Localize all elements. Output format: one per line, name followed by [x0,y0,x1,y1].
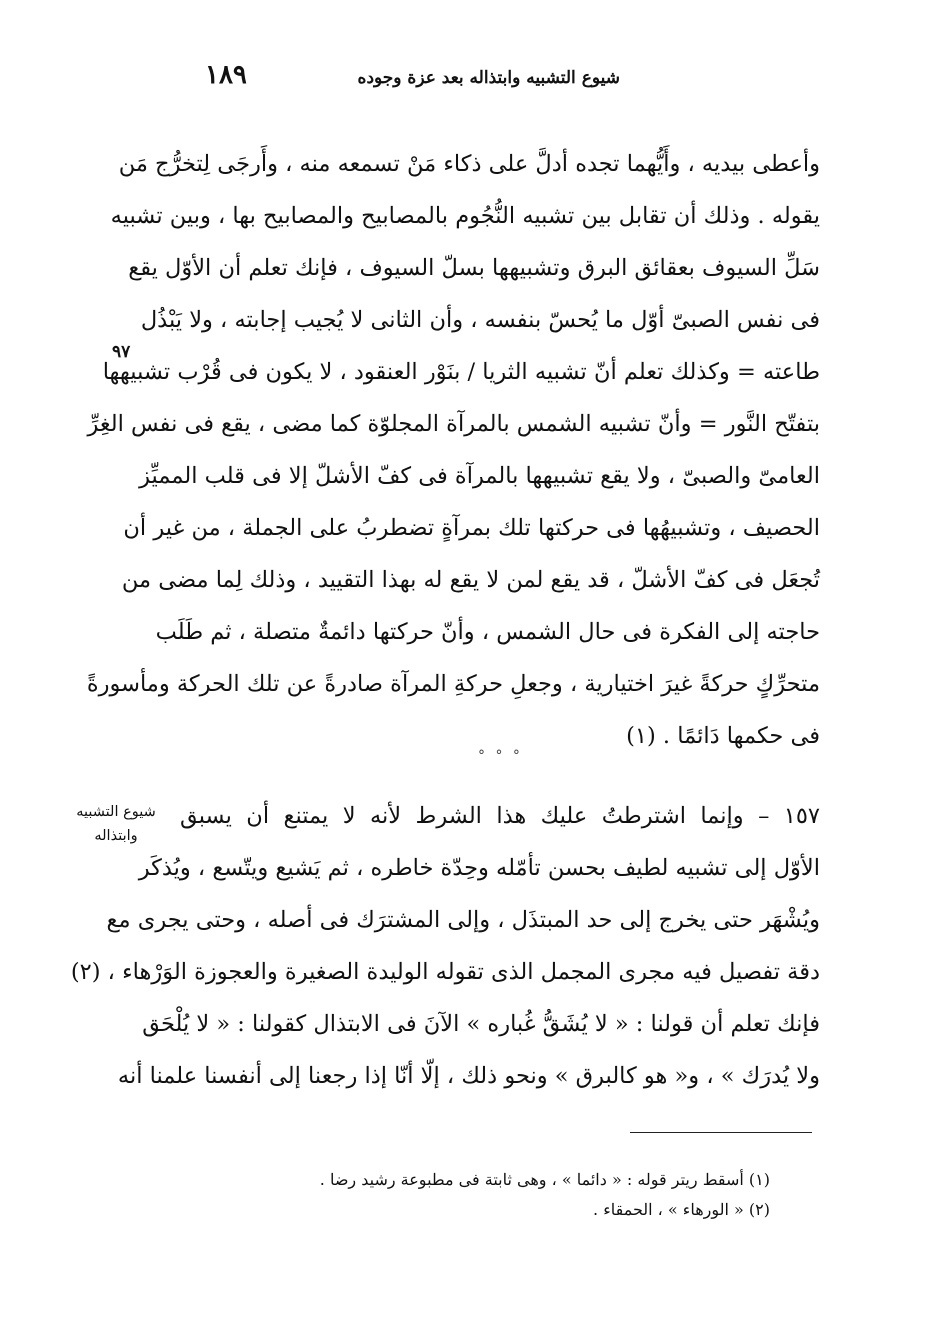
section-separator: ° ° ° [478,748,523,764]
footnote-1: (١) أسقط ريتر قوله : « دائما » ، وهى ثابتة فى مطبوعة رشيد رضا . [319,1170,770,1189]
text-line: ١٥٧ – وإنما اشترطتُ عليك هذا الشرط لأنه لا يمتنع أن يسبق [180,803,820,829]
footnotes [250,1165,770,1225]
running-head: شيوع التشبيه وابتذاله بعد عزة وجوده [357,68,620,88]
text-line: بتفتّح النَّور = وأنّ تشبيه الشمس بالمرآة المجلوّة كما مضى ، يقع فى نفس الغِرِّ [87,411,820,437]
text-line: العامىّ والصبىّ ، ولا يقع تشبيهها بالمرآة فى كفّ الأشلّ إلا فى قلب المميِّز [139,463,820,489]
text-line: متحرِّكٍ حركةً غيرَ اختيارية ، وجعلِ حركةِ المرآة صادرةً عن تلك الحركة ومأسورةً [86,671,820,697]
text-line: وأعطى بيديه ، وأَيُّهما تجده أدلَّ على ذكاء مَنْ تسمعه منه ، وأَرجَى لِتخرُّج مَن [118,151,820,177]
page-number: ١٨٩ [205,60,247,90]
footnote-rule [630,1132,812,1133]
text-line: ولا يُدرَك » ، و« هو كالبرق » ونحو ذلك ، إلّا أنّا إذا رجعنا إلى أنفسنا علمنا أنه [117,1063,820,1089]
text-line: حاجته إلى الفكرة فى حال الشمس ، وأنّ حركتها دائمةٌ متصلة ، ثم طَلَب [155,619,820,645]
text-line: فى حكمها دَائمًا . (١) [626,723,820,749]
text-line: ويُشْهَر حتى يخرج إلى حد المبتذَل ، وإلى المشترَك فى أصله ، وحتى يجرى مع [106,907,820,933]
text-line: دقة تفصيل فيه مجرى المجمل الذى تقوله الوليدة الصغيرة والعجوزة الوَرْهاء ، (٢) [70,959,820,985]
side-title-line-2: وابتذاله [94,828,138,844]
text-line: سَلِّ السيوف بعقائق البرق وتشبيهها بسلّ السيوف ، فإنك تعلم أن الأوّل يقع [128,255,820,281]
text-line: الأوّل إلى تشبيه لطيف بحسن تأمّله وحِدّة خاطره ، ثم يَشيع ويتّسع ، ويُذكَر [138,855,820,881]
text-line: طاعته = وكذلك تعلم أنّ تشبيه الثريا / بنَوْر العنقود ، لا يكون فى قُرْب تشبيهها [102,359,820,385]
text-line: تُجعَل فى كفّ الأشلّ ، قد يقع لمن لا يقع له بهذا التقييد ، وذلك لِما مضى من [121,567,820,593]
text-line: فى نفس الصبىّ أوّل ما يُحسّ بنفسه ، وأن الثانى لا يُجيب إجابته ، ولا يَبْذُل [140,307,820,333]
text-line: فإنك تعلم أن قولنا : « لا يُشَقُّ غُباره » الآنَ فى الابتذال كقولنا : « لا يُلْحَق [142,1011,820,1037]
margin-line-number: ٩٧ [112,342,131,362]
text-line: يقوله . وذلك أن تقابل بين تشبيه النُّجُوم بالمصابيح والمصابيح بها ، وبين تشبيه [110,203,820,229]
footnote-2: (٢) « الورهاء » ، الحمقاء . [593,1200,770,1219]
side-title [66,800,166,848]
side-title-line-1: شيوع التشبيه [76,804,156,820]
text-line: الحصيف ، وتشبيهُها فى حركتها تلك بمرآةٍ تضطربُ على الجملة ، من غير أن [123,515,820,541]
